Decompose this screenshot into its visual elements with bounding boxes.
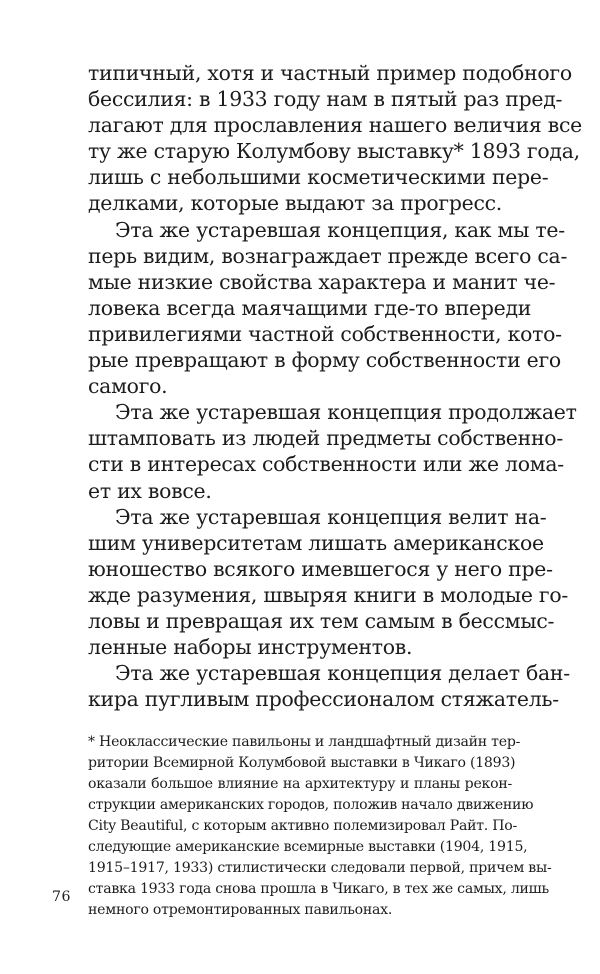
footnote-line: немного отремонтированных павильонах. <box>88 902 393 918</box>
text-line: Эта же устаревшая концепция, как мы те- <box>115 217 565 242</box>
text-line: лагают для прославления нашего величия все <box>88 113 582 138</box>
text-line: перь видим, вознаграждает прежде всего са- <box>88 243 568 268</box>
text-line: ловека всегда маячащими где-то впереди <box>88 295 532 320</box>
text-line: юношество всякого имевшегося у него пре- <box>88 556 553 581</box>
footnote-line: ритории Всемирной Колумбовой выставки в Чикаго (1893) <box>88 755 516 771</box>
text-line: лишь с небольшими косметическими пере- <box>88 165 549 190</box>
text-line: сти в интересах собственности или же лома- <box>88 452 564 477</box>
footnote-line: ставка 1933 года снова прошла в Чикаго, в тех же самых, лишь <box>88 881 549 897</box>
text-line: ловы и превращая их тем самым в бессмыс- <box>88 608 555 633</box>
footnote-line: 1915–1917, 1933) стилистически следовали первой, причем вы- <box>88 860 552 876</box>
footnote <box>88 732 552 921</box>
text-line: рые превращают в форму собственности его <box>88 348 561 373</box>
text-line: бессилия: в 1933 году нам в пятый раз пред- <box>88 87 563 112</box>
text-line: ту же старую Колумбову выставку* 1893 года, <box>88 139 580 164</box>
text-line: Эта же устаревшая концепция велит на- <box>115 504 547 529</box>
footnote-line: струкции американских городов, положив начало движению <box>88 797 534 813</box>
footnote-line: следующие американские всемирные выставки (1904, 1915, <box>88 839 528 855</box>
text-line: жде разумения, швыряя книги в молодые го- <box>88 582 568 607</box>
text-line: Эта же устаревшая концепция продолжает <box>115 400 577 425</box>
footnote-line: оказали большое влияние на архитектуру и планы рекон- <box>88 776 512 792</box>
text-line: кира пугливым профессионалом стяжатель- <box>88 687 559 712</box>
footnote-line: City Beautiful, с которым активно полемизировал Райт. По- <box>88 818 518 834</box>
text-line: мые низкие свойства характера и манит че- <box>88 269 556 294</box>
text-line: типичный, хотя и частный пример подобного <box>88 61 572 85</box>
text-line: делками, которые выдают за прогресс. <box>88 191 503 216</box>
text-line: ет их вовсе. <box>88 478 212 503</box>
page-number: 76 <box>52 889 71 905</box>
text-line: ленные наборы инструментов. <box>88 635 413 660</box>
text-line: штамповать из людей предметы собственно- <box>88 426 563 451</box>
footnote-line: * Неоклассические павильоны и ландшафтный дизайн тер- <box>88 734 521 750</box>
text-line: привилегиями частной собственности, кото- <box>88 321 562 346</box>
text-line: Эта же устаревшая концепция делает бан- <box>115 661 570 686</box>
main-text <box>88 60 582 712</box>
text-line: шим университетам лишать американское <box>88 530 544 555</box>
text-line: самого. <box>88 374 168 399</box>
